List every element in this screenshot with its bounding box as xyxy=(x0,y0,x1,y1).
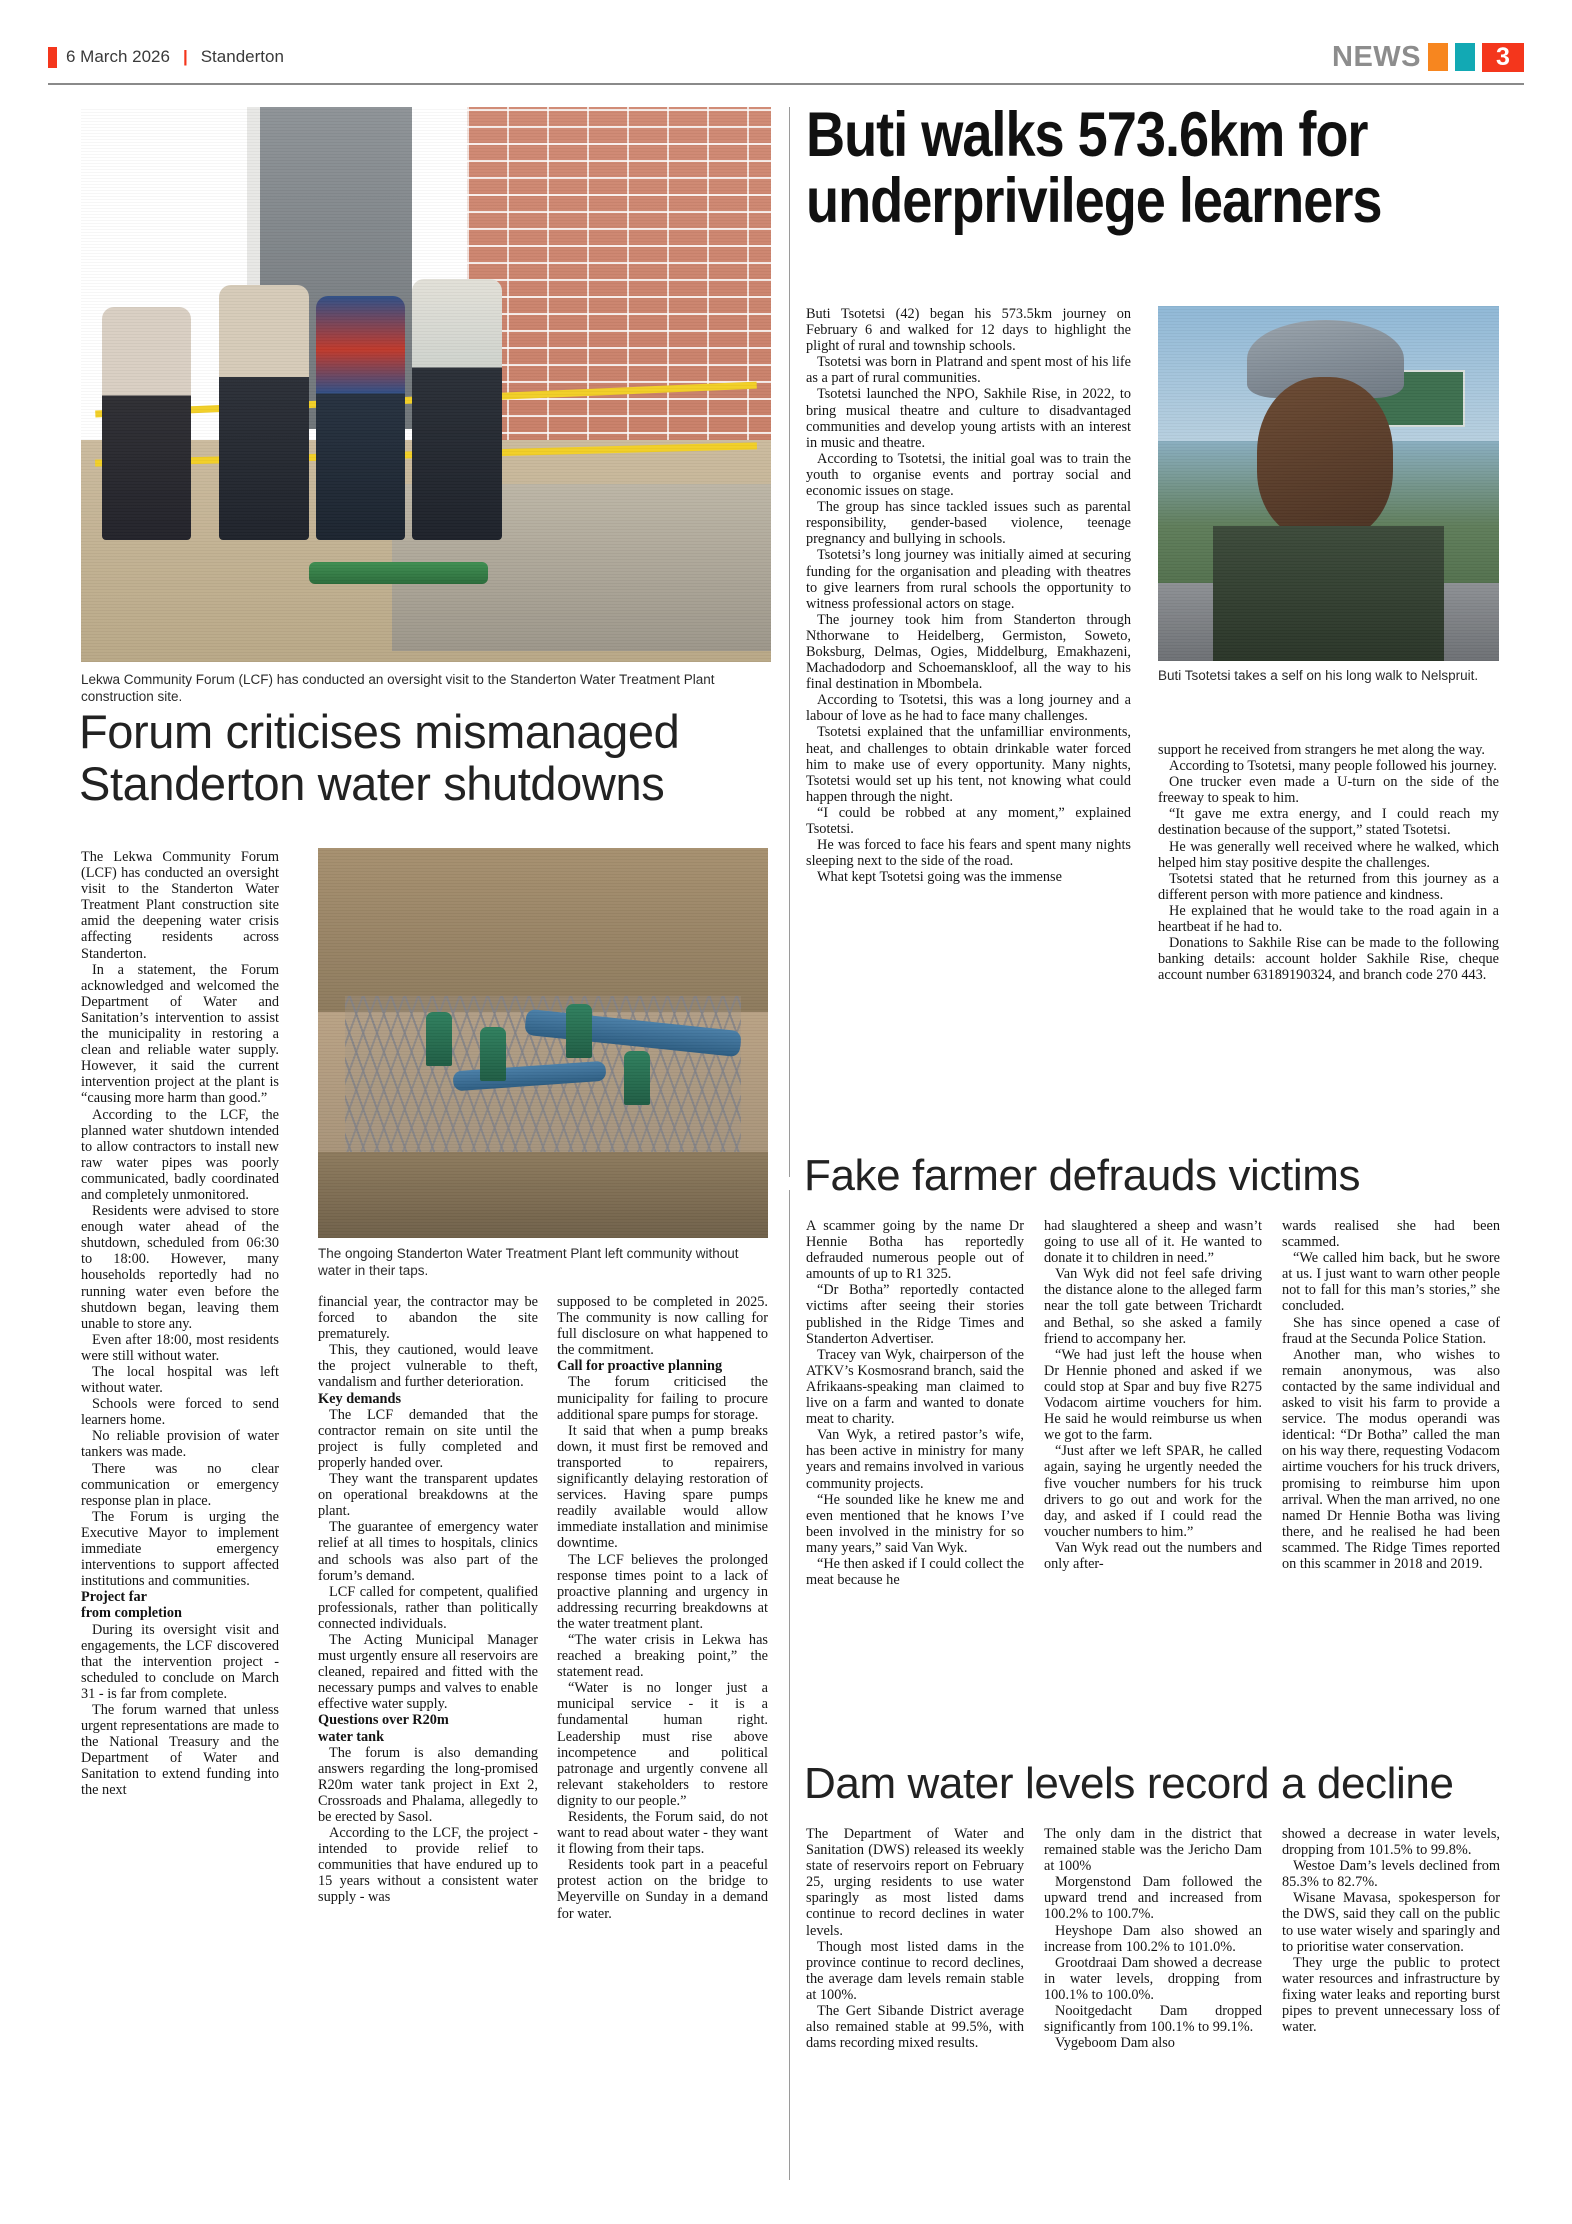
masthead xyxy=(48,40,1524,74)
dam-column-2: The only dam in the district that remained stable was the Jericho Dam at 100% Morgenstond Dam followed the upward trend and increased from 100.2% to 100.7%. Heyshope Dam also showed an increase from 100.2% to 101.0%. Grootdraai Dam showed a decrease in water levels, dropping from 100.1% to 100.0%. Nooitgedacht Dam dropped significantly from 100.1% to 99.1%. Vygeboom Dam also xyxy=(1044,1826,1262,2052)
page-number-badge: 3 xyxy=(1482,43,1524,72)
lead-column-3: supposed to be completed in 2025. The community is now calling for full disclosure on what happened to the commitment. Call for proactive planning The forum criticised the municipality for failing to procure additional spare pumps for storage. It said that when a pump breaks down, it must first be removed and transported to repairers, significantly delaying restoration of services. Having spare pumps readily available would allow immediate installation and minimise downtime. The LCF believes the prolonged response times point to a lack of proactive planning and urgency in addressing recurring breakdowns at the water treatment plant. “The water crisis in Lekwa has reached a breaking point,” the statement read. “Water is no longer just a municipal service - it is a fundamental human right. Leadership must rise above incompetence and political patronage and urgently convene all relevant stakeholders to restore dignity to our people.” Residents, the Forum said, do not want to read about water - they want it flowing from their taps. Residents took part in a peaceful protest action on the bridge to Meyerville on Sunday in a demand for water. xyxy=(557,1294,768,1922)
fake-farmer-headline: Fake farmer defrauds victims xyxy=(804,1151,1361,1200)
orange-square-icon xyxy=(1428,43,1448,71)
column-divider-lower xyxy=(789,1190,790,2180)
lead-column-1: The Lekwa Community Forum (LCF) has conducted an oversight visit to the Standerton Water Treatment Plant construction site amid the deepening water crisis affecting residents across Standerton. In a statement, the Forum acknowledged and welcomed the Department of Water and Sanitation’s intervention to assist the municipality in restoring a clean and reliable water supply. However, it said the current intervention project at the plant is “causing more harm than good.” According to the LCF, the planned water shutdown intended to allow contractors to install new raw water pipes was poorly communicated, badly coordinated and completely unmonitored. Residents were advised to store enough water ahead of the shutdown, scheduled from 06:30 to 18:00. However, many households reportedly had no running water even before the shutdown began, leaving them unable to store any. Even after 18:00, most residents were still without water. The local hospital was left without water. Schools were forced to send learners home. No reliable provision of water tankers was made. There was no clear communication or emergency response plan in place. The Forum is urging the Executive Mayor to implement immediate emergency interventions to support affected institutions and communities. Project far from completion During its oversight visit and engagements, the LCF discovered that the intervention project - scheduled to conclude on March 31 - is far from complete. The forum warned that unless urgent representations are made to the National Treasury and the Department of Water and Sanitation to extend funding into the next xyxy=(81,849,279,1799)
issue-place: Standerton xyxy=(200,47,284,66)
buti-headline-line2: underprivilege learners xyxy=(806,166,1382,236)
fake-farmer-column-3: wards realised she had been scammed. “We called him back, but he swore at us. I just want to warn other people not to fall for this man’s stories,” she concluded. She has since opened a case of fraud at the Secunda Police Station. Another man, who wishes to remain anonymous, was also contacted by the same individual and asked to visit his farm to provide a service. The modus operandi was identical: “Dr Botha” called the man on his way there, requesting Vodacom airtime vouchers for his truck drivers, promising to reimburse him upon arrival. When the man arrived, no one named Dr Hennie Botha was living there, and he realised he had been scammed. The Ridge Times reported on this scammer in 2018 and 2019. xyxy=(1282,1218,1500,1572)
teal-square-icon xyxy=(1455,43,1475,71)
masthead-rule xyxy=(48,83,1524,85)
photo-buti-selfie xyxy=(1158,306,1499,661)
section-label: NEWS xyxy=(1332,40,1421,73)
caption-water-treatment-plant: Lekwa Community Forum (LCF) has conducted an oversight visit to the Standerton Water Treatment Plant construction site. xyxy=(81,672,715,704)
photo-trench-works xyxy=(318,848,768,1238)
lead-column-2: financial year, the contractor may be forced to abandon the site prematurely. This, they cautioned, would leave the project vulnerable to theft, vandalism and further deterioration. Key demands The LCF demanded that the contractor remain on site until the project is fully completed and properly handed over. They want the transparent updates on operational breakdowns at the plant. The guarantee of emergency water relief at all times to hospitals, clinics and schools was also part of the forum’s demand. LCF called for competent, qualified professionals, rather than politically connected individuals. The Acting Municipal Manager must urgently ensure all reservoirs are cleaned, repaired and fitted with the necessary pumps and valves to enable effective water supply. Questions over R20m water tank The forum is also demanding answers regarding the long-promised R20m water tank project in Ext 2, Crossroads and Phalama, allegedly to be erected by Sasol. According to the LCF, the project - intended to provide relief to communities that have endured up to 15 years without a consistent water supply - was xyxy=(318,1294,538,1906)
caption-buti-selfie: Buti Tsotetsi takes a self on his long walk to Nelspruit. xyxy=(1158,668,1479,683)
buti-column-1: Buti Tsotetsi (42) began his 573.5km journey on February 6 and walked for 12 days to highlight the plight of rural and township schools. Tsotetsi was born in Platrand and spent most of his life as a part of rural communities. Tsotetsi launched the NPO, Sakhile Rise, in 2022, to bring musical theatre and culture to disadvantaged communities and develop young artists with an interest in music and theatre. According to Tsotetsi, the initial goal was to train the youth to organise events and portray social and economic issues on stage. The group has since tackled issues such as parental responsibility, gender-based violence, teenage pregnancy and bullying in schools. Tsotetsi’s long journey was initially aimed at securing funding for the organisation and pleading with theatres to give learners from rural schools the opportunity to witness professional actors on stage. The journey took him from Standerton through Nthorwane to Heidelberg, Germiston, Soweto, Boksburg, Delmas, Ogies, Middelburg, Emakhazeni, Machadodorp and Schoemanskloof, all the way to his final destination in Mbombela. According to Tsotetsi, this was a long journey and a labour of love as he had to face many challenges. Tsotetsi explained that the unfamilliar environments, heat, and challenges to obtain drinkable water forced him to make use of every opportunity. Many nights, Tsotetsi would set up his tent, not knowing what could happen through the night. “I could be robbed at any moment,” explained Tsotetsi. He was forced to face his fears and spent many nights sleeping next to the side of the road. What kept Tsotetsi going was the immense xyxy=(806,306,1131,886)
dam-headline: Dam water levels record a decline xyxy=(804,1759,1454,1808)
column-divider-main xyxy=(789,107,790,1177)
masthead-right xyxy=(1332,41,1524,74)
buti-column-2: support he received from strangers he met along the way. According to Tsotetsi, many people followed his journey. One trucker even made a U-turn on the side of the freeway to speak to him. “It gave me extra energy, and I could reach my destination because of the support,” stated Tsotetsi. He was generally well received where he walked, which helped him stay positive despite the challenges. Tsotetsi stated that he returned from this journey as a different person with more patience and kindness. He explained that he would take to the road again in a heartbeat if he had to. Donations to Sakhile Rise can be made to the following banking details: account holder Sakhile Rise, cheque account number 63189190324, and branch code 270 443. xyxy=(1158,742,1499,984)
lead-headline-line2: Standerton water shutdowns xyxy=(79,757,665,810)
issue-date: 6 March 2026 xyxy=(66,47,170,66)
photo-water-treatment-plant xyxy=(81,107,771,662)
buti-headline-line1: Buti walks 573.6km for xyxy=(806,100,1368,170)
masthead-left xyxy=(48,47,284,68)
fake-farmer-column-2: had slaughtered a sheep and wasn’t going to use all of it. He wanted to donate it to children in need.” Van Wyk did not feel safe driving the distance alone to the alleged farm near the toll gate between Trichardt and Bethal, so she asked a family friend to accompany her. “We had just left the house when Dr Hennie phoned and asked if we could stop at Spar and buy five R275 Vodacom airtime vouchers for him. He said he would reimburse us when we got to the farm. “Just after we left SPAR, he called again, saying he urgently needed the five voucher numbers for his truck drivers to go out and work for the day, and asked if I could read the voucher numbers to him.” Van Wyk read out the numbers and only after- xyxy=(1044,1218,1262,1572)
red-tick-icon xyxy=(48,47,57,68)
masthead-separator: | xyxy=(182,47,188,66)
lead-headline-line1: Forum criticises mismanaged xyxy=(79,705,680,758)
dam-column-1: The Department of Water and Sanitation (DWS) released its weekly state of reservoirs report on February 25, urging residents to use water sparingly as most listed dams continue to record declines in water levels. Though most listed dams in the province continue to record declines, the average dam levels remain stable at 100%. The Gert Sibande District average also remained stable at 99.5%, with dams recording mixed results. xyxy=(806,1826,1024,2052)
fake-farmer-column-1: A scammer going by the name Dr Hennie Botha has reportedly defrauded numerous people out of amounts of up to R1 325. “Dr Botha” reportedly contacted victims after seeing their stories published in the Ridge Times and Standerton Advertiser. Tracey van Wyk, chairperson of the ATKV’s Kosmosrand branch, said the Afrikaans-speaking man claimed to live on a farm and wanted to donate meat to charity. Van Wyk, a retired pastor’s wife, has been active in ministry for many years and remains involved in various community projects. “He sounded like he knew me and even mentioned that he knows I’ve been involved in the ministry for so many years,” said Van Wyk. “He then asked if I could collect the meat because he xyxy=(806,1218,1024,1589)
dam-column-3: showed a decrease in water levels, dropping from 101.5% to 99.8%. Westoe Dam’s levels declined from 85.3% to 82.7%. Wisane Mavasa, spokesperson for the DWS, said they call on the public to use water wisely and sparingly and to prioritise water conservation. They urge the public to protect water resources and infrastructure by fixing water leaks and reporting burst pipes to prevent unnecessary loss of water. xyxy=(1282,1826,1500,2036)
caption-trench-works: The ongoing Standerton Water Treatment Plant left community without water in their taps. xyxy=(318,1246,739,1278)
